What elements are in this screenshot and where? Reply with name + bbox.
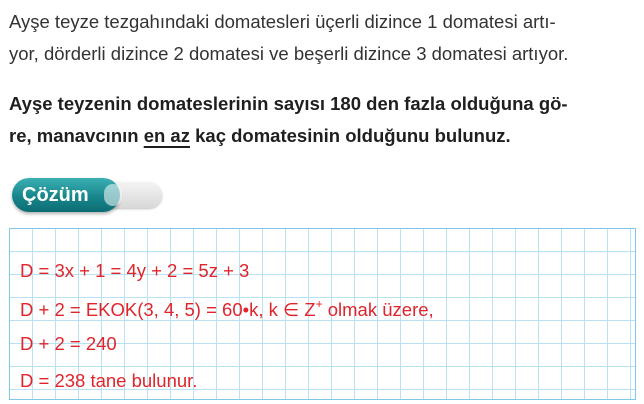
question-line-2-suffix: kaç domatesinin olduğunu bulunuz. <box>189 125 511 146</box>
problem-line-2: yor, dörderli dizince 2 domatesi ve beşerli dizince 3 domatesi artıyor. <box>9 43 569 64</box>
solution-line-2-main: D + 2 = EKOK(3, 4, 5) = 60•k, k ∈ Z <box>20 299 316 320</box>
solution-pill-shine <box>104 184 122 206</box>
solution-line-2-tail: olmak üzere, <box>322 299 434 320</box>
problem-line-1: Ayşe teyze tezgahındaki domatesleri üçerli dizince 1 domatesi artı- <box>9 11 556 32</box>
solution-line-3: D + 2 = 240 <box>20 333 117 354</box>
question-emphasis: en az <box>143 125 190 146</box>
problem-question <box>9 88 635 152</box>
solution-label-badge <box>12 178 162 212</box>
solution-line-4: D = 238 tane bulunur. <box>20 370 198 391</box>
solution-label: Çözüm <box>12 178 120 212</box>
question-line-2-prefix: re, manavcının <box>9 125 144 146</box>
solution-line-2-superscript: + <box>315 297 323 311</box>
question-line-1: Ayşe teyzenin domateslerinin sayısı 180 den fazla olduğuna gö- <box>9 93 568 114</box>
solution-line-1: D = 3x + 1 = 4y + 2 = 5z + 3 <box>20 260 250 281</box>
solution-line-2 <box>20 297 434 321</box>
problem-statement <box>9 6 635 70</box>
